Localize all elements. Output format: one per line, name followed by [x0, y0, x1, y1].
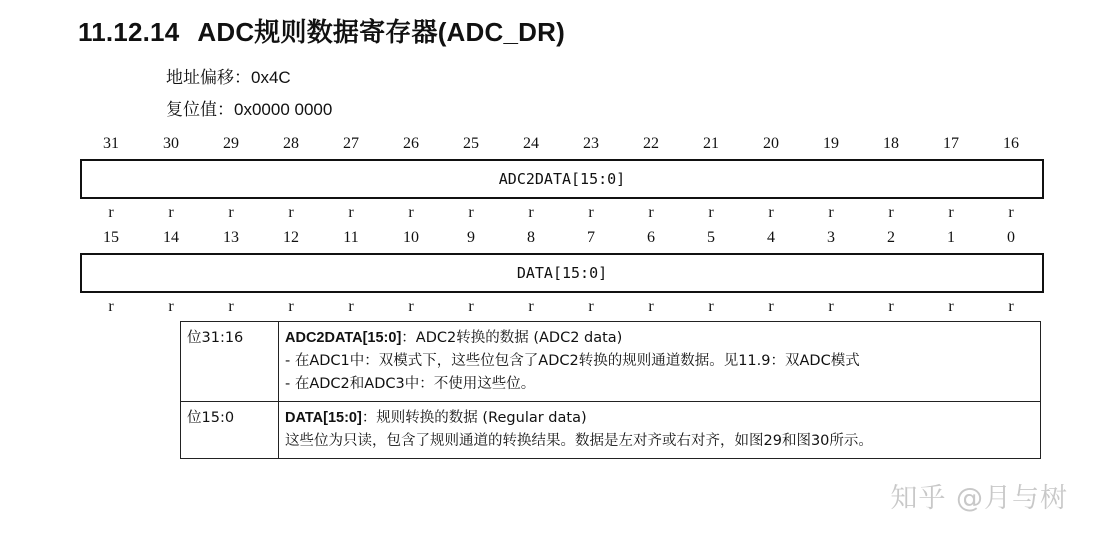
access-type: r: [228, 298, 234, 315]
bit-number: 31: [103, 135, 119, 152]
bit-number: 10: [403, 229, 419, 246]
bit-number: 16: [1003, 135, 1019, 152]
access-type: r: [828, 298, 834, 315]
bit-number: 26: [403, 135, 419, 152]
bit-number: 5: [707, 229, 715, 246]
watermark: 知乎 @月与树: [890, 483, 1068, 514]
bit-number: 15: [103, 229, 119, 246]
access-type: r: [288, 204, 294, 221]
access-type: r: [528, 298, 534, 315]
bit-number: 19: [823, 135, 839, 152]
table-row: [181, 402, 1041, 459]
access-type: r: [588, 298, 594, 315]
bit-number: 17: [943, 135, 959, 152]
address-offset: [166, 63, 291, 88]
bit-number: 12: [283, 229, 299, 246]
access-type: r: [468, 204, 474, 221]
access-type: r: [588, 204, 594, 221]
bit-number: 7: [587, 229, 595, 246]
field-title: ：ADC2转换的数据 (ADC2 data): [401, 330, 623, 346]
access-type: r: [648, 204, 654, 221]
section-number: 11.12.14: [78, 17, 180, 47]
bit-number: 21: [703, 135, 719, 152]
description-line: - 在ADC2和ADC3中：不使用这些位。: [285, 376, 536, 392]
bit-number: 18: [883, 135, 899, 152]
access-type: r: [768, 204, 774, 221]
reset-label: 复位值：: [166, 100, 234, 120]
description-line: - 在ADC1中：双模式下，这些位包含了ADC2转换的规则通道数据。见11.9：双ADC模式: [285, 353, 860, 369]
access-type: r: [168, 204, 174, 221]
bit-number: 8: [527, 229, 535, 246]
bit-number: 14: [163, 229, 179, 246]
access-type: r: [408, 204, 414, 221]
reset-value: [166, 95, 332, 120]
access-type: r: [708, 204, 714, 221]
access-type: r: [888, 204, 894, 221]
bit-description: [279, 322, 1041, 402]
bit-description-table: [180, 321, 1041, 459]
offset-label: 地址偏移：: [166, 68, 251, 88]
bit-number: 13: [223, 229, 239, 246]
bit-number: 9: [467, 229, 475, 246]
offset-value: 0x4C: [251, 68, 291, 87]
bit-number: 4: [767, 229, 775, 246]
access-row-low: [81, 298, 1043, 318]
access-type: r: [168, 298, 174, 315]
access-type: r: [228, 204, 234, 221]
bit-number: 22: [643, 135, 659, 152]
bit-number: 24: [523, 135, 539, 152]
access-row-high: [81, 204, 1043, 224]
access-type: r: [288, 298, 294, 315]
access-type: r: [888, 298, 894, 315]
access-type: r: [1008, 204, 1014, 221]
bit-number: 27: [343, 135, 359, 152]
field-name: ADC2DATA[15:0]: [285, 330, 402, 346]
field-adc2data: ADC2DATA[15:0]: [80, 159, 1044, 199]
access-type: r: [468, 298, 474, 315]
bit-number: 3: [827, 229, 835, 246]
bit-number: 0: [1007, 229, 1015, 246]
bit-numbers-low: [81, 229, 1043, 249]
field-name: DATA[15:0]: [285, 410, 362, 426]
access-type: r: [408, 298, 414, 315]
bit-number: 25: [463, 135, 479, 152]
bit-range: 位31:16: [181, 322, 279, 402]
bit-number: 20: [763, 135, 779, 152]
bit-number: 23: [583, 135, 599, 152]
field-data: DATA[15:0]: [80, 253, 1044, 293]
access-type: r: [108, 204, 114, 221]
access-type: r: [528, 204, 534, 221]
bit-description: [279, 402, 1041, 459]
bit-number: 30: [163, 135, 179, 152]
access-type: r: [828, 204, 834, 221]
access-type: r: [768, 298, 774, 315]
table-row: [181, 322, 1041, 402]
field-title: ：规则转换的数据 (Regular data): [361, 410, 587, 426]
section-title: ADC规则数据寄存器(ADC_DR): [197, 17, 565, 47]
reset-value-text: 0x0000 0000: [234, 100, 333, 119]
access-type: r: [1008, 298, 1014, 315]
bit-number: 6: [647, 229, 655, 246]
access-type: r: [948, 298, 954, 315]
bit-number: 2: [887, 229, 895, 246]
bit-number: 1: [947, 229, 955, 246]
bit-numbers-high: [81, 135, 1043, 155]
bit-range: 位15:0: [181, 402, 279, 459]
access-type: r: [348, 298, 354, 315]
access-type: r: [648, 298, 654, 315]
access-type: r: [948, 204, 954, 221]
bit-number: 29: [223, 135, 239, 152]
bit-number: 28: [283, 135, 299, 152]
access-type: r: [708, 298, 714, 315]
register-title: [78, 12, 565, 49]
bit-number: 11: [343, 229, 359, 246]
description-line: 这些位为只读，包含了规则通道的转换结果。数据是左对齐或右对齐，如图29和图30所示。: [285, 433, 873, 449]
access-type: r: [108, 298, 114, 315]
access-type: r: [348, 204, 354, 221]
